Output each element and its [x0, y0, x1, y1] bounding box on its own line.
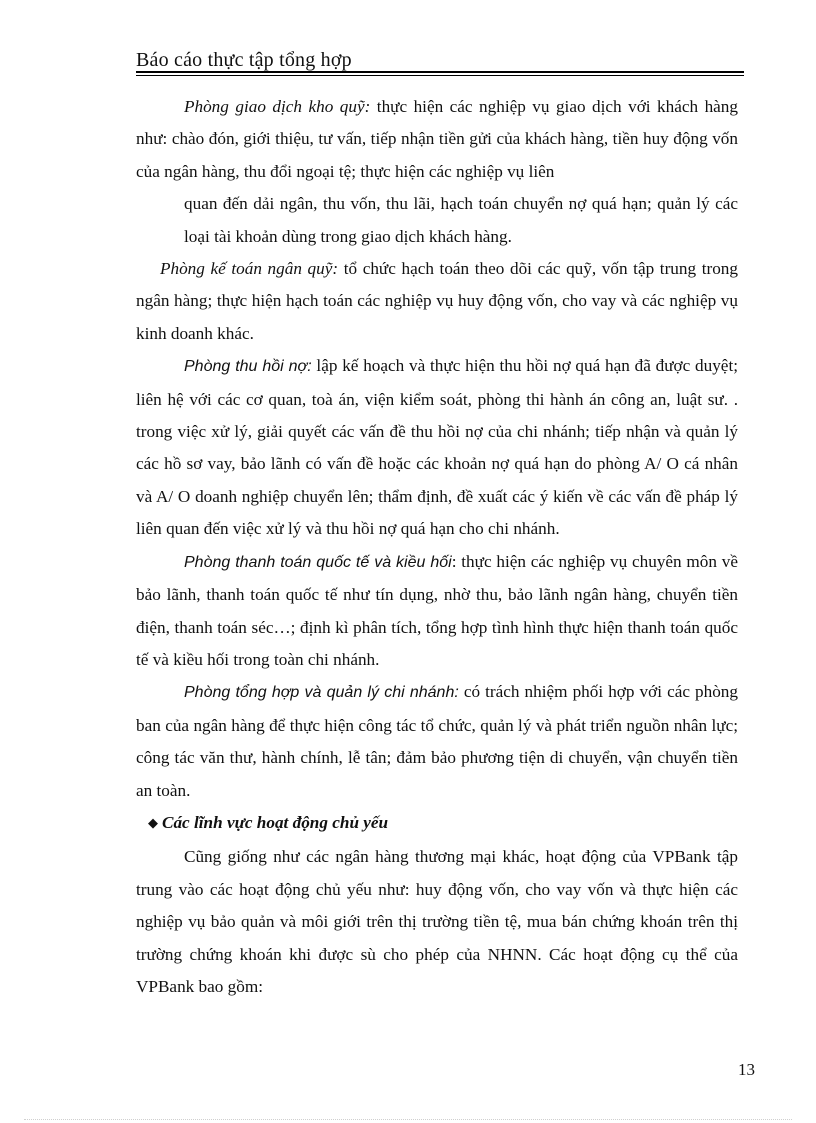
paragraph-text: quan đến dải ngân, thu vốn, thu lãi, hạch toán chuyển nợ quá hạn; quản lý các loại tài khoản dùng trong giao dịch khách hàng. — [184, 194, 738, 246]
paragraph-text: thực hiện các nghiệp vụ giao dịch với khách hàng như: chào đón, giới thiệu, tư vấn, tiếp nhận tiền gửi của khách hàng, tiền huy động vốn của ngân hàng, thu đổi ngoại tệ; thực hiện các nghiệp vụ liên — [136, 97, 738, 181]
page-header-title: Báo cáo thực tập tổng hợp — [136, 49, 352, 71]
page-number: 13 — [738, 1060, 755, 1079]
paragraph-text: Cũng giống như các ngân hàng thương mại khác, hoạt động của VPBank tập trung vào các hoạt động chủ yếu như: huy động vốn, cho vay vốn và thực hiện các nghiệp vụ bảo quản và môi giới trên thị trường tiền tệ, mua bán chứng khoán trên thị trường chứng khoán khi được sù cho phép của NHNN. Các hoạt động cụ thể của VPBank bao gồm: — [136, 847, 738, 996]
diamond-icon: ◆ — [148, 815, 158, 831]
paragraph-text: : thực hiện các nghiệp vụ chuyên môn về bảo lãnh, thanh toán quốc tế như tín dụng, nhờ thu, bảo lãnh ngân hàng, chuyển tiền điện, thanh toán séc…; định kì phân tích, tổng hợp tình hình thực hiện thanh toán quốc tế và kiều hối trong toàn chi nhánh. — [136, 551, 739, 669]
paragraph-lead: Phòng thanh toán quốc tế và kiều hối — [184, 553, 452, 571]
paragraph-lead: Phòng thu hồi nợ: — [184, 358, 312, 376]
paragraph-tong-hop — [136, 676, 738, 807]
paragraph-kho-quy-continued — [136, 188, 738, 253]
header-rule-thick — [136, 71, 744, 73]
paragraph-thu-hoi-no — [136, 350, 738, 545]
paragraph-text: tổ chức hạch toán theo dõi các quỹ, vốn tập trung trong ngân hàng; thực hiện hạch toán các nghiệp vụ huy động vốn, cho vay và các nghiệp vụ kinh doanh khác. — [136, 259, 738, 343]
paragraph-kho-quy — [136, 91, 738, 188]
header-rule-thin — [136, 75, 744, 76]
paragraph-ke-toan — [136, 253, 738, 350]
footer-divider — [24, 1119, 792, 1120]
paragraph-lead: Phòng tổng hợp và quản lý chi nhánh: — [184, 684, 459, 702]
section-heading-text: Các lĩnh vực hoạt động chủ yếu — [162, 812, 389, 832]
section-heading — [136, 807, 738, 841]
paragraph-thanh-toan — [136, 546, 738, 677]
paragraph-text: lập kế hoạch và thực hiện thu hồi nợ quá hạn đã được duyệt; liên hệ với các cơ quan, toà án, viện kiểm soát, phòng thi hành án công an, luật sư. . trong việc xử lý, giải quyết các vấn đề thu hồi nợ của chi nhánh; tiếp nhận và quản lý các hồ sơ vay, bảo lãnh có vấn đề hoặc các khoản nợ quá hạn do phòng A/ O cá nhân và A/ O doanh nghiệp chuyển lên; thẩm định, đề xuất các ý kiến về các vấn đề pháp lý liên quan đến việc xử lý và thu hồi nợ quá hạn cho chi nhánh. — [136, 356, 738, 539]
paragraph-lead: Phòng giao dịch kho quỹ: — [184, 97, 371, 116]
paragraph-lead: Phòng kế toán ngân quỹ: — [160, 259, 339, 279]
paragraph-text: có trách nhiệm phối hợp với các phòng ban của ngân hàng để thực hiện công tác tổ chức, quản lý và phát triển nguồn nhân lực; công tác văn thư, hành chính, lễ tân; đảm bảo phương tiện di chuyển, vận chuyển tiền an toàn. — [136, 682, 738, 800]
paragraph-hoat-dong — [136, 841, 738, 1003]
document-body — [136, 91, 738, 1003]
